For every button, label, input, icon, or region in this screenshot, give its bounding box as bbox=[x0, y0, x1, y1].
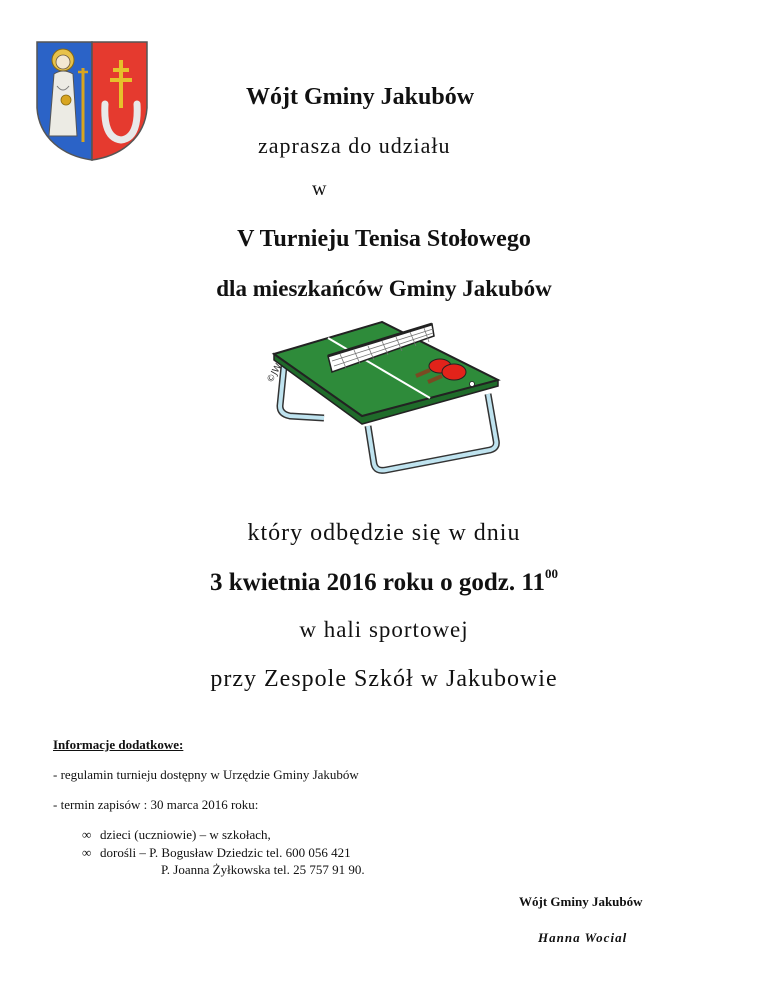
tournament-name: V Turnieju Tenisa Stołowego bbox=[237, 226, 531, 252]
bullet-icon: ∞ bbox=[82, 845, 92, 860]
connector-word: w bbox=[312, 178, 327, 200]
info-rules: - regulamin turnieju dostępny w Urzędzie Gminy Jakubów bbox=[53, 767, 359, 782]
bullet-icon: ∞ bbox=[82, 827, 92, 842]
invitation-title: Wójt Gminy Jakubów bbox=[246, 84, 475, 110]
event-date-main: 3 kwietnia 2016 roku o godz. 11 bbox=[210, 569, 545, 596]
audience-text: dla mieszkańców Gminy Jakubów bbox=[216, 276, 552, 301]
event-place: przy Zespole Szkół w Jakubowie bbox=[210, 666, 558, 692]
list-item bbox=[82, 845, 351, 861]
signature-name: Hanna Wocial bbox=[538, 930, 628, 945]
event-time-minutes: 00 bbox=[545, 566, 558, 581]
info-deadline: - termin zapisów : 30 marca 2016 roku: bbox=[53, 797, 259, 812]
ping-pong-table-icon bbox=[262, 314, 512, 476]
list-item-text: dzieci (uczniowie) – w szkołach, bbox=[100, 827, 271, 842]
contact-line: P. Joanna Żyłkowska tel. 25 757 91 90. bbox=[161, 862, 365, 877]
event-intro: który odbędzie się w dniu bbox=[247, 520, 521, 546]
coat-of-arms-icon bbox=[33, 38, 151, 164]
info-heading: Informacje dodatkowe: bbox=[53, 737, 184, 752]
list-item bbox=[82, 827, 271, 843]
event-venue: w hali sportowej bbox=[299, 617, 469, 642]
event-date bbox=[0, 566, 768, 597]
artist-mark: ©JW bbox=[265, 362, 285, 385]
signature-title: Wójt Gminy Jakubów bbox=[519, 894, 643, 909]
invite-text: zaprasza do udziału bbox=[258, 133, 451, 158]
list-item-text: dorośli – P. Bogusław Dziedzic tel. 600 056 421 bbox=[100, 845, 351, 860]
